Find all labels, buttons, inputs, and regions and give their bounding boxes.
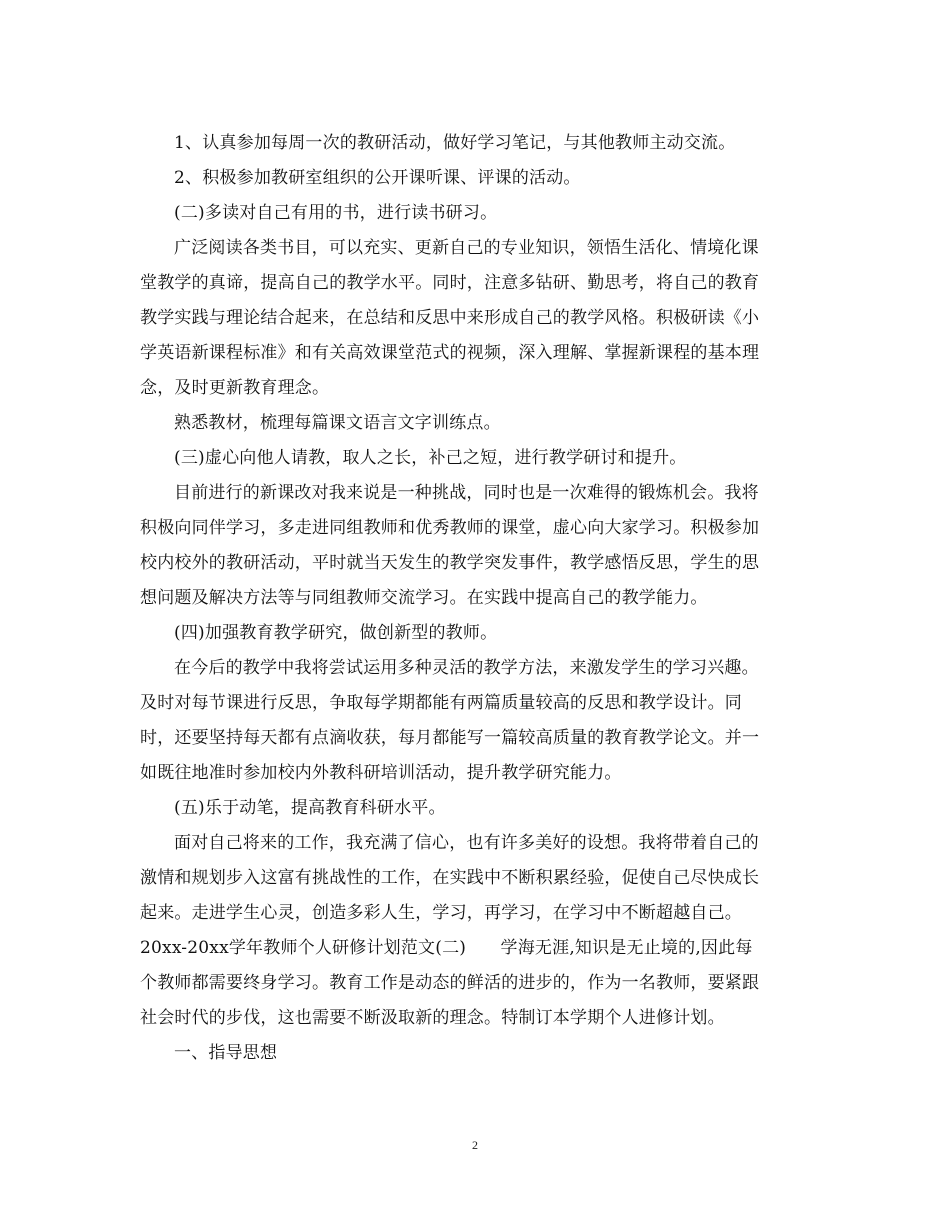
text-line: 想问题及解决方法等与同组教师交流学习。在实践中提高自己的教学能力。 (140, 588, 708, 608)
text-line: (二)多读对自己有用的书，进行读书研习。 (174, 203, 498, 223)
text-line: 激情和规划步入这富有挑战性的工作，在实践中不断积累经验，促使自己尽快成长 (140, 868, 760, 888)
text-line: 熟悉教材，梳理每篇课文语言文字训练点。 (174, 413, 501, 433)
text-line: 1、认真参加每周一次的教研活动，做好学习笔记，与其他教师主动交流。 (174, 133, 736, 153)
text-line: 校内校外的教研活动，平时就当天发生的教学突发事件，教学感悟反思，学生的思 (140, 553, 760, 573)
text-line: 教学实践与理论结合起来，在总结和反思中来形成自己的教学风格。积极研读《小 (140, 308, 760, 328)
text-line: 时，还要坚持每天都有点滴收获，每月都能写一篇较高质量的教育教学论文。并一 (140, 728, 760, 748)
text-line: 在今后的教学中我将尝试运用多种灵活的教学方法，来激发学生的学习兴趣。 (174, 658, 759, 678)
text-line: (四)加强教育教学研究，做创新型的教师。 (174, 623, 498, 643)
text-line: 20xx-20xx学年教师个人研修计划范文(二) 学海无涯,知识是无止境的,因此每 (140, 938, 753, 958)
text-line: 社会时代的步伐，这也需要不断汲取新的理念。特制订本学期个人进修计划。 (140, 1008, 725, 1028)
text-line: 学英语新课程标准》和有关高效课堂范式的视频，深入理解、掌握新课程的基本理 (140, 343, 760, 363)
text-line: 积极向同伴学习，多走进同组教师和优秀教师的课堂，虚心向大家学习。积极参加 (140, 518, 760, 538)
text-line: 2、积极参加教研室组织的公开课听课、评课的活动。 (174, 168, 581, 188)
text-line: (三)虚心向他人请教，取人之长，补己之短，进行教学研讨和提升。 (174, 448, 687, 468)
text-line: 及时对每节课进行反思，争取每学期都能有两篇质量较高的反思和教学设计。同 (140, 693, 742, 713)
text-line: 面对自己将来的工作，我充满了信心，也有许多美好的设想。我将带着自己的 (174, 833, 759, 853)
text-line: 如既往地准时参加校内外教科研培训活动，提升教学研究能力。 (140, 763, 622, 783)
document-body (140, 126, 812, 1071)
text-line: 广泛阅读各类书目，可以充实、更新自己的专业知识，领悟生活化、情境化课 (174, 238, 759, 258)
text-line: 个教师都需要终身学习。教育工作是动态的鲜活的进步的，作为一名教师，要紧跟 (140, 973, 760, 993)
text-line: 堂教学的真谛，提高自己的教学水平。同时，注意多钻研、勤思考，将自己的教育 (140, 273, 760, 293)
text-line: (五)乐于动笔，提高教育科研水平。 (174, 798, 446, 818)
page-number: 2 (472, 1138, 478, 1152)
text-line: 起来。走进学生心灵，创造多彩人生，学习，再学习，在学习中不断超越自己。 (140, 903, 742, 923)
text-line: 念，及时更新教育理念。 (140, 378, 330, 398)
text-line: 目前进行的新课改对我来说是一种挑战，同时也是一次难得的锻炼机会。我将 (174, 483, 759, 503)
text-line: 一、指导思想 (174, 1043, 278, 1063)
